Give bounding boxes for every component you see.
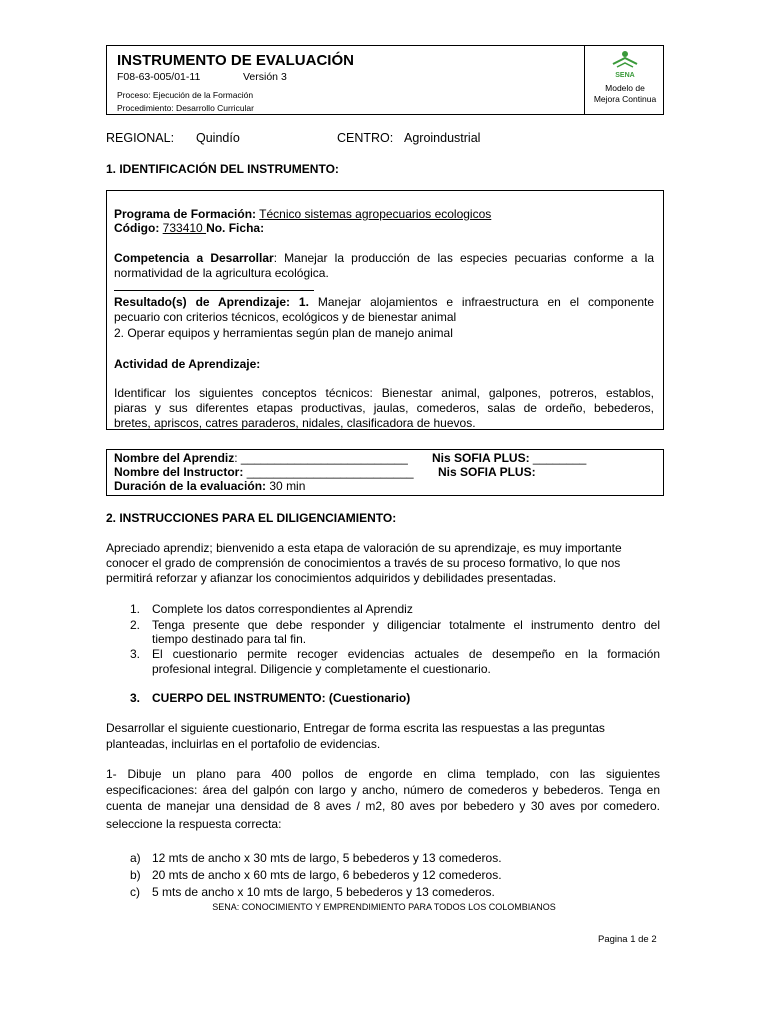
- section-3-intro-1: Desarrollar el siguiente cuestionario, Entregar de forma escrita las respuestas a las preguntas: [106, 721, 605, 735]
- section-1-heading: 1. IDENTIFICACIÓN DEL INSTRUMENTO:: [106, 162, 339, 176]
- option-letter: b): [130, 868, 141, 882]
- question-1-line-2: especificaciones: área del galpón con largo y ancho, número de comederos y bebederos. Tenga en: [106, 783, 660, 797]
- section-2-intro-1: Apreciado aprendiz; bienvenido a esta etapa de valoración de su aprendizaje, es muy importante: [106, 541, 622, 555]
- option-c[interactable]: 5 mts de ancho x 10 mts de largo, 5 bebederos y 13 comederos.: [152, 885, 495, 899]
- nis-sofia-field-1[interactable]: Nis SOFIA PLUS: ________: [432, 451, 587, 465]
- section-2-heading: 2. INSTRUCCIONES PARA EL DILIGENCIAMIENTO:: [106, 511, 397, 525]
- codigo-line: Código: 733410 No. Ficha:: [114, 221, 265, 235]
- option-a[interactable]: 12 mts de ancho x 30 mts de largo, 5 bebederos y 13 comederos.: [152, 851, 502, 865]
- ficha-label: No. Ficha:: [206, 221, 265, 235]
- question-1-line-1: 1- Dibuje un plano para 400 pollos de engorde en clima templado, con las siguientes: [106, 767, 660, 781]
- duracion-line: Duración de la evaluación: 30 min: [114, 479, 306, 493]
- centro-value: Agroindustrial: [404, 131, 481, 145]
- sena-logo-icon: [609, 50, 641, 80]
- programa-line: Programa de Formación: Técnico sistemas agropecuarios ecologicos: [114, 207, 492, 221]
- competencia-line-1: Competencia a Desarrollar: Manejar la producción de las especies pecuarias conforme a la: [114, 251, 654, 265]
- header-divider: [584, 46, 585, 114]
- instructor-field[interactable]: Nombre del Instructor: _________________________: [114, 465, 414, 479]
- instruction-text: profesional integral. Diligencie y completamente el cuestionario.: [152, 662, 491, 676]
- competencia-line-2: normatividad de la agricultura ecológica.: [114, 266, 329, 280]
- option-letter: c): [130, 885, 140, 899]
- instruction-text: tiempo destinado para tal fin.: [152, 632, 307, 646]
- footer-slogan: SENA: CONOCIMIENTO Y EMPRENDIMIENTO PARA TODOS LOS COLOMBIANOS: [212, 902, 556, 912]
- regional-label: REGIONAL:: [106, 131, 175, 145]
- document-code: F08-63-005/01-11: [117, 71, 201, 83]
- instruction-number: 3.: [130, 647, 141, 661]
- resultado-line-2: pecuario con criterios técnicos, ecológicos y de bienestar animal: [114, 310, 457, 324]
- separator-line: [114, 290, 314, 291]
- codigo-value: 733410: [162, 221, 207, 235]
- instruction-text: Complete los datos correspondientes al Aprendiz: [152, 602, 413, 616]
- page-number: Pagina 1 de 2: [598, 934, 657, 945]
- option-b[interactable]: 20 mts de ancho x 60 mts de largo, 6 bebederos y 12 comederos.: [152, 868, 502, 882]
- section-3-intro-2: planteadas, incluirlas en el portafolio de evidencias.: [106, 737, 381, 751]
- logo-caption: Modelo de Mejora Continua: [593, 83, 657, 104]
- process-label: Proceso: Ejecución de la Formación: [117, 90, 254, 100]
- section-3-number: 3.: [130, 691, 141, 705]
- nis-sofia-field-2[interactable]: Nis SOFIA PLUS:: [438, 465, 536, 479]
- procedure-label: Procedimiento: Desarrollo Curricular: [117, 103, 254, 113]
- actividad-line-1: Identificar los siguientes conceptos técnicos: Bienestar animal, galpones, potreros, establos,: [114, 386, 654, 400]
- centro-label: CENTRO:: [337, 131, 394, 145]
- instruction-text: El cuestionario permite recoger evidencias actuales de desempeño en la formación: [152, 647, 660, 661]
- document-title: INSTRUMENTO DE EVALUACIÓN: [117, 52, 354, 69]
- document-version: Versión 3: [243, 71, 287, 83]
- actividad-line-2: piaras y sus diferentes etapas productivas, jaulas, comederos, salas de ordeño, bebederos,: [114, 401, 654, 415]
- regional-value: Quindío: [196, 131, 240, 145]
- instruction-text: Tenga presente que debe responder y diligenciar totalmente el instrumento dentro del: [152, 618, 660, 632]
- programa-value: Técnico sistemas agropecuarios ecologicos: [259, 207, 492, 221]
- question-1-line-3: cuenta de manejar una densidad de 8 aves / m2, 80 aves por bebedero y 30 aves por comedero.: [106, 799, 660, 813]
- logo-text: SENA: [615, 72, 635, 79]
- section-2-intro-2: conocer el grado de comprensión de conocimientos a través de su proceso formativo, lo que nos: [106, 556, 621, 570]
- instruction-number: 2.: [130, 618, 141, 632]
- option-letter: a): [130, 851, 141, 865]
- section-2-intro-3: permitirá reforzar y afianzar los conocimientos adquiridos y debilidades presentadas.: [106, 571, 557, 585]
- document-header: [106, 45, 664, 115]
- section-3-heading: CUERPO DEL INSTRUMENTO: (Cuestionario): [152, 691, 411, 705]
- resultado-line-3: 2. Operar equipos y herramientas según plan de manejo animal: [114, 326, 453, 340]
- question-1-line-4: seleccione la respuesta correcta:: [106, 817, 282, 831]
- instruction-number: 1.: [130, 602, 141, 616]
- resultado-line-1: Resultado(s) de Aprendizaje: 1. Manejar alojamientos e infraestructura en el componente: [114, 295, 655, 309]
- actividad-line-3: bretes, apriscos, catres paraderos, nidales, clasificadora de huevos.: [114, 416, 476, 430]
- actividad-label: Actividad de Aprendizaje:: [114, 357, 261, 371]
- aprendiz-field[interactable]: Nombre del Aprendiz: _________________________: [114, 451, 408, 465]
